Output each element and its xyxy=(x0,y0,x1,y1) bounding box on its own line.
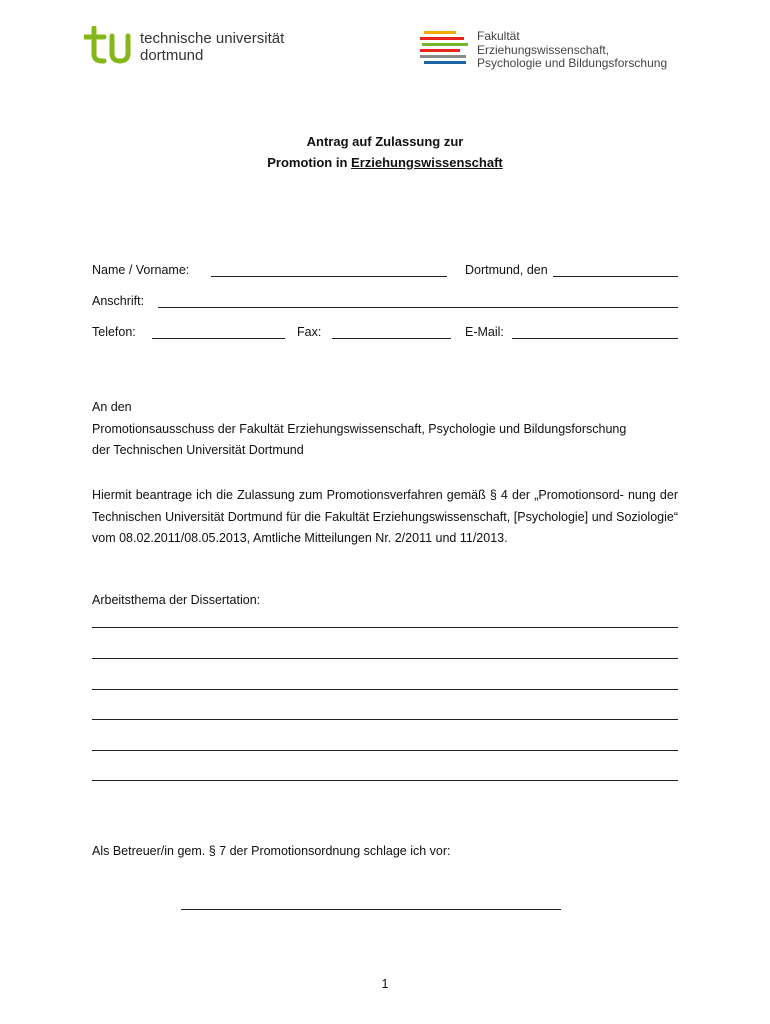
title-subject: Erziehungswissenschaft xyxy=(351,155,503,170)
thesis-line[interactable] xyxy=(92,689,678,690)
place-date-label: Dortmund, den xyxy=(465,263,548,277)
email-label: E-Mail: xyxy=(465,325,504,339)
thesis-line[interactable] xyxy=(92,719,678,720)
document-title-line1: Antrag auf Zulassung zur xyxy=(306,134,464,149)
page-number: 1 xyxy=(381,977,389,991)
thesis-line[interactable] xyxy=(92,780,678,781)
thesis-line[interactable] xyxy=(92,750,678,751)
thesis-line[interactable] xyxy=(92,627,678,628)
name-field[interactable] xyxy=(211,276,447,277)
addressee-line3: der Technischen Universität Dortmund xyxy=(92,443,304,457)
fax-field[interactable] xyxy=(332,338,451,339)
addressee-line1: An den xyxy=(92,400,132,414)
faculty-name-line2: Erziehungswissenschaft, xyxy=(477,42,610,57)
university-name xyxy=(140,30,284,64)
supervisor-label: Als Betreuer/in gem. § 7 der Promotionsordnung schlage ich vor: xyxy=(92,844,451,858)
phone-label: Telefon: xyxy=(92,325,136,339)
email-field[interactable] xyxy=(512,338,678,339)
name-label: Name / Vorname: xyxy=(92,263,190,277)
thesis-line[interactable] xyxy=(92,658,678,659)
supervisor-field[interactable] xyxy=(181,909,561,910)
university-name-line2: dortmund xyxy=(140,47,204,64)
fax-label: Fax: xyxy=(297,325,322,339)
title-prefix: Promotion in xyxy=(267,155,352,170)
tu-logo-icon xyxy=(84,26,134,64)
addressee-block xyxy=(92,397,678,462)
faculty-name-line3: Psychologie und Bildungsforschung xyxy=(477,56,668,70)
request-paragraph: Hiermit beantrage ich die Zulassung zum Promotionsverfahren gemäß § 4 der „Promotionsord- nung der Technischen Universität Dortmund für die Fakultät Erziehungswissenschaft, [Psychologie] und Soziologie“ vom 08.02.2011/08.05.2013, Amtliche Mitteilungen Nr. 2/2011 und 11/2013. xyxy=(92,488,678,545)
document-title-line2 xyxy=(0,155,770,170)
thesis-label: Arbeitsthema der Dissertation: xyxy=(92,593,261,607)
faculty-name-line1: Fakultät xyxy=(477,29,520,43)
faculty-stripes-icon xyxy=(420,31,468,69)
phone-field[interactable] xyxy=(152,338,285,339)
date-field[interactable] xyxy=(553,276,678,277)
address-field[interactable] xyxy=(158,307,678,308)
address-label: Anschrift: xyxy=(92,294,145,308)
faculty-name xyxy=(477,30,667,71)
addressee-line2: Promotionsausschuss der Fakultät Erziehungswissenschaft, Psychologie und Bildungsforschung xyxy=(92,421,627,436)
university-name-line1: technische universität xyxy=(140,30,285,47)
